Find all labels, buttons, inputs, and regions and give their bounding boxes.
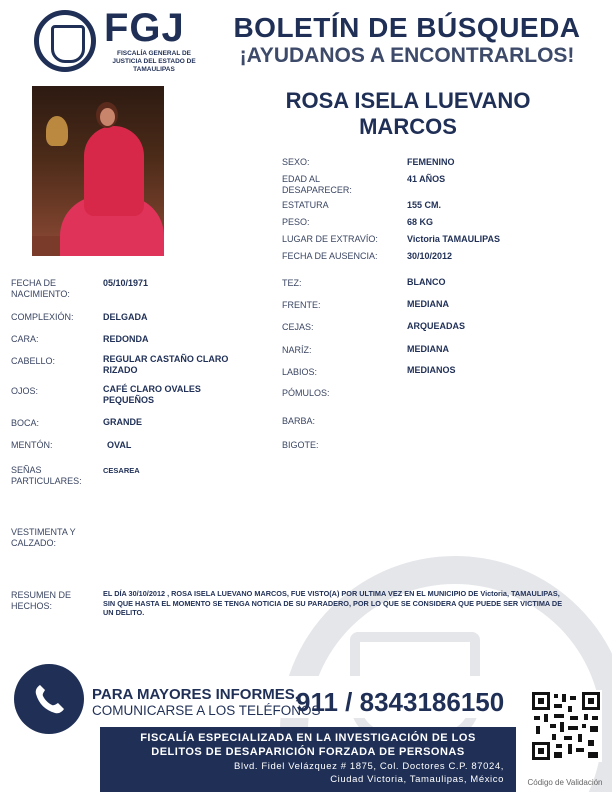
hair-label: CABELLO:: [11, 356, 56, 366]
sex-value: FEMENINO: [407, 157, 455, 167]
mouth-label: BOCA:: [11, 418, 40, 428]
height-value: 155 CM.: [407, 200, 442, 210]
absence-date-label: FECHA DE AUSENCIA:: [282, 251, 378, 261]
contact-line2: COMUNICARSE A LOS TELÉFONOS: [92, 703, 321, 718]
place-value: Victoria TAMAULIPAS: [407, 234, 501, 244]
chin-value: OVAL: [107, 440, 132, 450]
birthdate-label: FECHA DE NACIMIENTO:: [11, 278, 70, 299]
footer-line1: FISCALÍA ESPECIALIZADA EN LA INVESTIGACIÓN DE LOS: [140, 732, 476, 744]
skin-label: TEZ:: [282, 278, 302, 288]
chin-label: MENTÓN:: [11, 440, 53, 450]
face-label: CARA:: [11, 334, 39, 344]
lips-value: MEDIANOS: [407, 365, 456, 375]
phone-icon: [14, 664, 84, 734]
age-label: EDAD AL DESAPARECER:: [282, 174, 352, 195]
footer-city: Ciudad Victoria, Tamaulipas, México: [330, 774, 504, 785]
eyebrows-label: CEJAS:: [282, 322, 314, 332]
beard-label: BARBA:: [282, 416, 316, 426]
bulletin-title: BOLETÍN DE BÚSQUEDA: [233, 12, 581, 43]
forehead-value: MEDIANA: [407, 299, 449, 309]
weight-value: 68 KG: [407, 217, 434, 227]
contact-line1: PARA MAYORES INFORMES,: [92, 686, 299, 703]
birthdate-value: 05/10/1971: [103, 278, 149, 288]
marks-label: SEÑAS PARTICULARES:: [11, 465, 82, 486]
hair-value: REGULAR CASTAÑO CLARO RIZADO: [103, 354, 229, 375]
mustache-label: BIGOTE:: [282, 440, 319, 450]
logo-text: FGJ: [104, 6, 185, 50]
summary-text: EL DÍA 30/10/2012 , ROSA ISELA LUEVANO MARCOS, FUE VISTO(A) POR ULTIMA VEZ EN EL MUNICIPIO DE Victoria, TAMAULIPAS, SIN QUE HASTA EL MOMENTO SE TENGA NOTICIA DE SU PARADERO, POR LO QUE SE CONSIDERA QUE PUEDE SER VICTIMA DE UN DELITO.: [103, 589, 563, 617]
mouth-value: GRANDE: [103, 417, 143, 427]
qr-code-icon: [530, 690, 602, 762]
logo-subtitle: FISCALÍA GENERAL DE JUSTICIA DEL ESTADO DE TAMAULIPAS: [112, 50, 196, 73]
weight-label: PESO:: [282, 217, 310, 227]
absence-date-value: 30/10/2012: [407, 251, 453, 261]
skin-value: BLANCO: [407, 277, 446, 287]
eyebrows-value: ARQUEADAS: [407, 321, 466, 331]
state-seal-icon: [34, 10, 96, 72]
age-value: 41 AÑOS: [407, 174, 446, 184]
lips-label: LABIOS:: [282, 367, 318, 377]
fgj-logo: [34, 8, 204, 76]
person-name: ROSA ISELA LUEVANO MARCOS: [285, 88, 531, 139]
footer-line2: DELITOS DE DESAPARICIÓN FORZADA DE PERSONAS: [151, 746, 465, 758]
footer-address: Blvd. Fidel Velázquez # 1875, Col. Doctores C.P. 87024,: [234, 761, 504, 772]
bulletin-subtitle: ¡AYUDANOS A ENCONTRARLOS!: [239, 44, 575, 67]
missing-person-photo: [32, 86, 164, 256]
footer-banner: [100, 727, 516, 792]
height-label: ESTATURA: [282, 200, 329, 210]
eyes-label: OJOS:: [11, 386, 39, 396]
nose-label: NARÍZ:: [282, 345, 312, 355]
face-value: REDONDA: [103, 334, 149, 344]
eyes-value: CAFÉ CLARO OVALES PEQUEÑOS: [103, 384, 201, 405]
summary-label: RESUMEN DE HECHOS:: [11, 590, 72, 611]
marks-value: CESAREA: [103, 466, 140, 475]
cheekbones-label: PÓMULOS:: [282, 388, 330, 398]
nose-value: MEDIANA: [407, 344, 449, 354]
sex-label: SEXO:: [282, 157, 310, 167]
build-label: COMPLEXIÓN:: [11, 312, 74, 322]
qr-caption: Código de Validación: [527, 778, 603, 787]
forehead-label: FRENTE:: [282, 300, 321, 310]
place-label: LUGAR DE EXTRAVÍO:: [282, 234, 378, 244]
clothing-label: VESTIMENTA Y CALZADO:: [11, 527, 76, 548]
contact-phones: 911 / 8343186150: [296, 687, 505, 717]
build-value: DELGADA: [103, 312, 148, 322]
